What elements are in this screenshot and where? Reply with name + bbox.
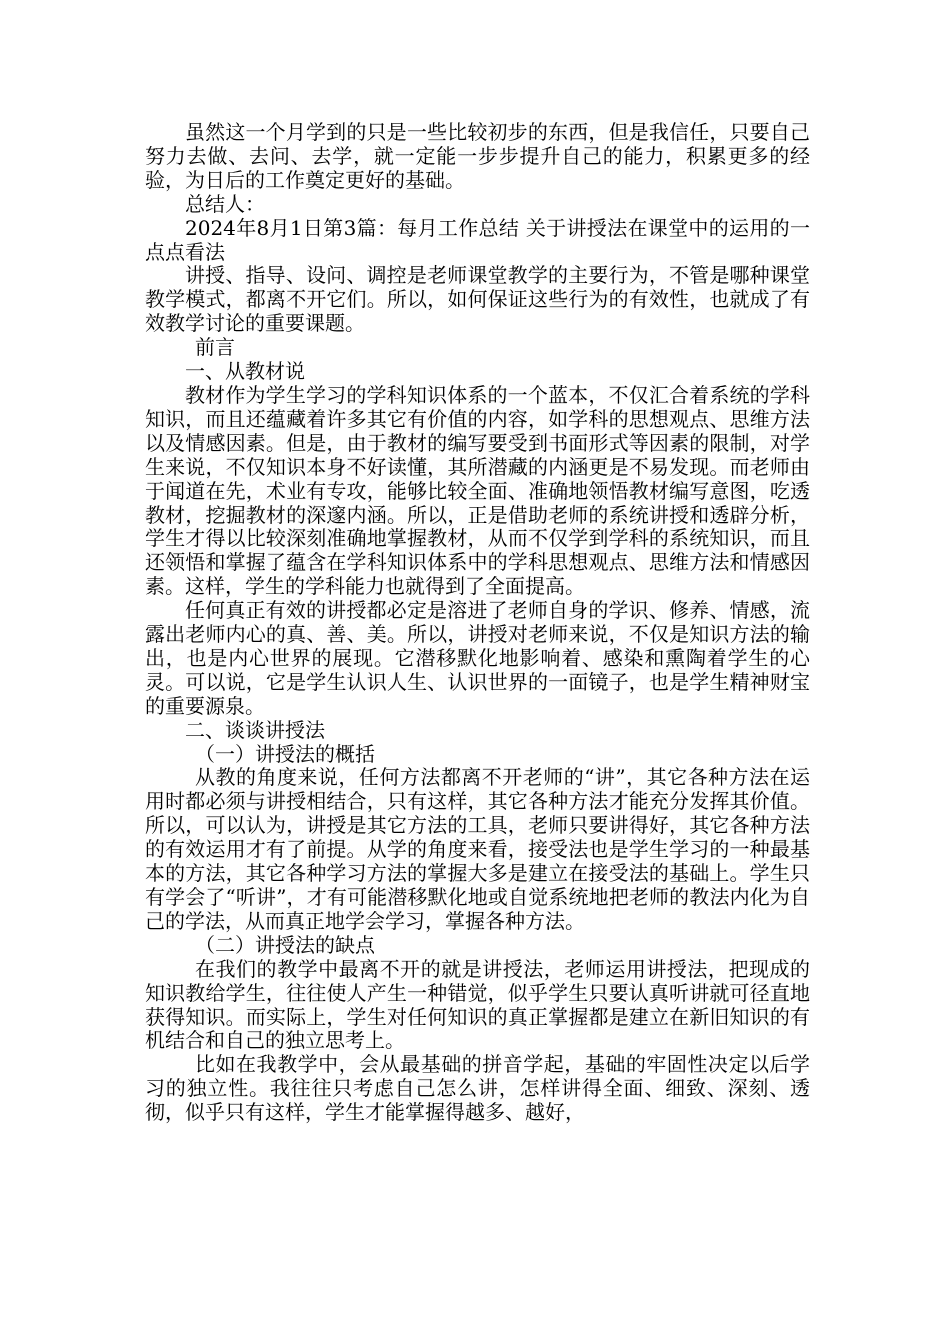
heading-section-1: 一、从教材说 bbox=[185, 359, 305, 384]
date-and-article-title: 2024年8月1日第3篇：每月工作总结 关于讲授法在课堂中的运用的一点点看法 bbox=[145, 215, 810, 264]
paragraph-drawbacks: 在我们的教学中最离不开的就是讲授法，老师运用讲授法，把现成的知识教给学生，往往使人产生一种错觉，似乎学生只要认真听讲就可径直地获得知识。而实际上，学生对任何知识的真正掌握都是建立在新旧知识的有机结合和自己的独立思考上。 bbox=[145, 956, 810, 1053]
paragraph-overview: 从教的角度来说，任何方法都离不开老师的“讲”，其它各种方法在运用时都必须与讲授相结合，只有这样，其它各种方法才能充分发挥其价值。所以，可以认为，讲授是其它方法的工具，老师只要讲得好，其它各种方法的有效运用才有了前提。从学的角度来看，接受法也是学生学习的一种最基本的方法，其它各种学习方法的掌握大多是建立在接受法的基础上。学生只有学会了“听讲”，才有可能潜移默化地或自觉系统地把老师的教法内化为自己的学法，从而真正地学会学习，掌握各种方法。 bbox=[145, 765, 810, 933]
heading-subsection-1: （一）讲授法的概括 bbox=[195, 741, 375, 766]
paragraph-intro: 讲授、指导、设问、调控是老师课堂教学的主要行为，不管是哪种课堂教学模式，都离不开它们。所以，如何保证这些行为的有效性，也就成了有效教学讨论的重要课题。 bbox=[145, 263, 810, 336]
heading-section-2: 二、谈谈讲授法 bbox=[185, 717, 325, 742]
paragraph-effective-lecture: 任何真正有效的讲授都必定是溶进了老师自身的学识、修养、情感，流露出老师内心的真、善、美。所以，讲授对老师来说，不仅是知识方法的输出，也是内心世界的展现。它潜移默化地影响着、感染和熏陶着学生的心灵。可以说，它是学生认识人生、认识世界的一面镜子，也是学生精神财宝的重要源泉。 bbox=[145, 598, 810, 718]
document-page bbox=[145, 121, 810, 1125]
paragraph-example: 比如在我教学中，会从最基础的拼音学起，基础的牢固性决定以后学习的独立性。我往往只考虑自己怎么讲，怎样讲得全面、细致、深刻、透彻，似乎只有这样，学生才能掌握得越多、越好， bbox=[145, 1052, 810, 1125]
summary-author-label: 总结人： bbox=[185, 191, 265, 216]
paragraph-conclusion: 虽然这一个月学到的只是一些比较初步的东西，但是我信任，只要自己努力去做、去问、去学，就一定能一步步提升自己的能力，积累更多的经验，为日后的工作奠定更好的基础。 bbox=[145, 120, 810, 192]
heading-subsection-2: （二）讲授法的缺点 bbox=[195, 932, 375, 957]
heading-preface: 前言 bbox=[195, 335, 235, 360]
paragraph-textbook: 教材作为学生学习的学科知识体系的一个蓝本，不仅汇合着系统的学科知识，而且还蕴藏着许多其它有价值的内容，如学科的思想观点、思维方法以及情感因素。但是，由于教材的编写要受到书面形式等因素的限制，对学生来说，不仅知识本身不好读懂，其所潜藏的内涵更是不易发现。而老师由于闻道在先，术业有专攻，能够比较全面、准确地领悟教材编写意图，吃透教材，挖掘教材的深邃内涵。所以，正是借助老师的系统讲授和透辟分析，学生才得以比较深刻准确地掌握教材，从而不仅学到学科的系统知识，而且还领悟和掌握了蕴含在学科知识体系中的学科思想观点、思维方法和情感因素。这样，学生的学科能力也就得到了全面提高。 bbox=[145, 382, 810, 599]
